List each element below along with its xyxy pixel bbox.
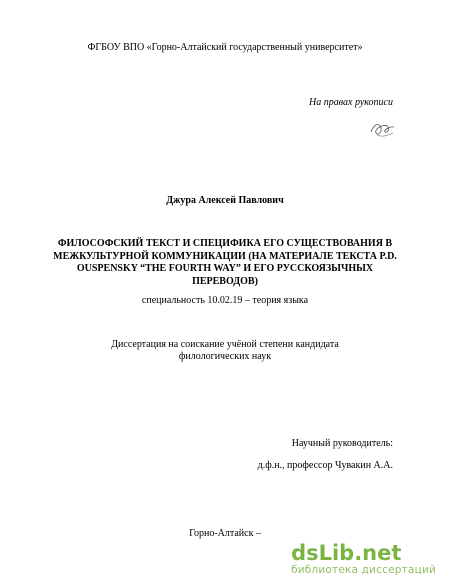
title-line: МЕЖКУЛЬТУРНОЙ КОММУНИКАЦИИ (НА МАТЕРИАЛЕ ТЕКСТА P.D. bbox=[53, 250, 397, 262]
supervisor-label: Научный руководитель: bbox=[291, 438, 393, 449]
title-line: ПЕРЕВОДОВ) bbox=[192, 275, 258, 287]
degree-line: Диссертация на соискание учёной степени кандидата bbox=[111, 339, 339, 350]
rights-notice: На правах рукописи bbox=[309, 97, 393, 108]
supervisor-name: д.ф.н., профессор Чувакин А.А. bbox=[257, 460, 393, 471]
city-year: Горно-Алтайск – bbox=[189, 528, 261, 539]
watermark-subtitle: библиотека диссертаций bbox=[291, 564, 436, 576]
specialty: специальность 10.02.19 – теория языка bbox=[141, 295, 309, 306]
title-line: OUSPENSKY “THE FOURTH WAY” И ЕГО РУССКОЯЗЫЧНЫХ bbox=[76, 263, 374, 274]
degree-line: филологических наук bbox=[178, 351, 272, 362]
watermark-logo: dsLib.net bbox=[291, 541, 402, 565]
dissertation-title bbox=[0, 238, 450, 288]
title-line: ФИЛОСОФСКИЙ ТЕКСТ И СПЕЦИФИКА ЕГО СУЩЕСТВОВАНИЯ В bbox=[57, 238, 393, 249]
handwritten-signature bbox=[369, 118, 397, 140]
author-name: Джура Алексей Павлович bbox=[166, 195, 284, 206]
watermark bbox=[291, 542, 436, 576]
degree-statement bbox=[0, 339, 450, 363]
org-header: ФГБОУ ВПО «Горно-Алтайский государственный университет» bbox=[87, 42, 363, 53]
